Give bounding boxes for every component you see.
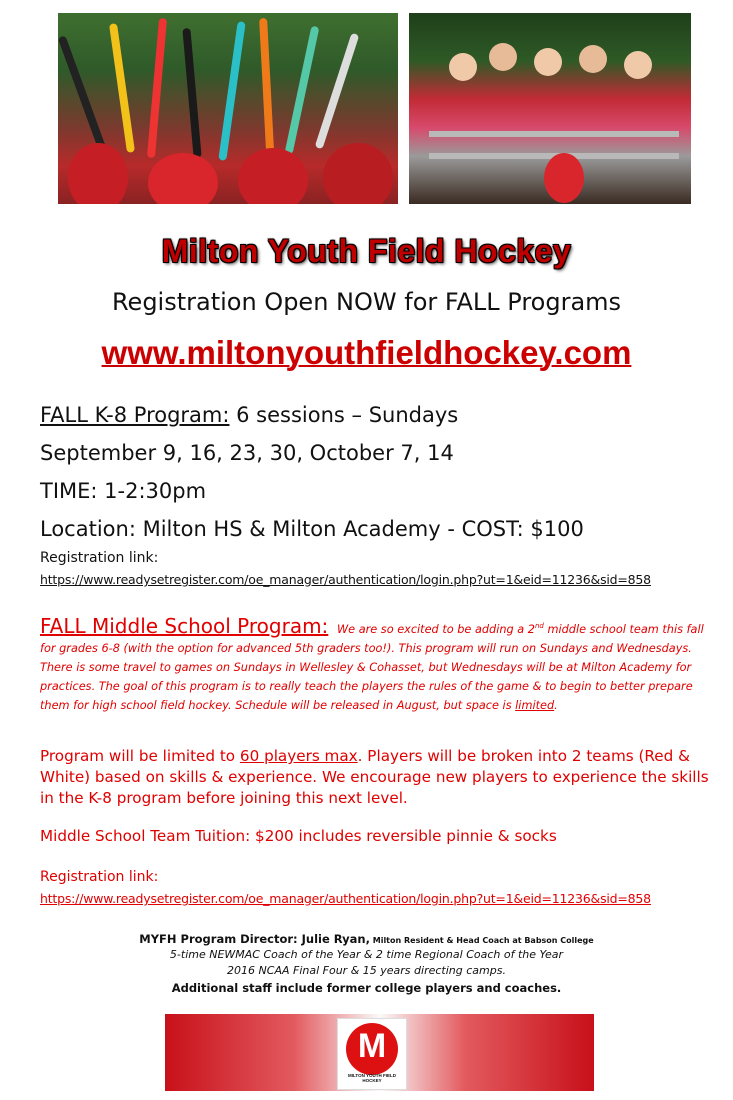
director-award-1: 5-time NEWMAC Coach of the Year & 2 time Regional Coach of the Year bbox=[169, 948, 564, 961]
director-line bbox=[0, 932, 733, 946]
middle-school-limit bbox=[40, 746, 720, 809]
k8-dates: September 9, 16, 23, 30, October 7, 14 bbox=[40, 441, 454, 465]
ms-limit-a: Program will be limited to bbox=[40, 747, 240, 765]
team-photo-sticks bbox=[58, 13, 398, 204]
ms-intro-limited: limited bbox=[515, 699, 555, 712]
staff-note: Additional staff include former college players and coaches. bbox=[171, 981, 562, 995]
ms-registration-label: Registration link: bbox=[40, 869, 159, 885]
page-title: Milton Youth Field Hockey bbox=[161, 233, 572, 269]
middle-school-heading: FALL Middle School Program: bbox=[40, 614, 329, 638]
middle-school-intro bbox=[40, 614, 712, 714]
ms-registration-link[interactable]: https://www.readysetregister.com/oe_manager/authentication/login.php?ut=1&eid=11236&sid=858 bbox=[40, 891, 651, 906]
team-photo-bleachers bbox=[409, 13, 691, 204]
k8-heading: FALL K-8 Program: bbox=[40, 403, 230, 427]
ms-intro-b: middle school team this fall for grades 6-8 (with the option for advanced 5th graders too!). This program will run on Sundays and Wednesdays. There is some travel to games on Sundays in Wellesley & Cohasset, but Wednesdays will be at Milton Academy for practices. The goal of this program is to really teach the players the rules of the game & to begin to better prepare them for high school field hockey. Schedule will be released in August, but space is bbox=[40, 623, 704, 712]
k8-program-line bbox=[40, 403, 458, 427]
ms-intro-sup: nd bbox=[535, 622, 544, 631]
k8-registration-link[interactable]: https://www.readysetregister.com/oe_manager/authentication/login.php?ut=1&eid=11236&sid=858 bbox=[40, 572, 651, 587]
logo-letter: M bbox=[357, 1027, 387, 1065]
logo-caption: MILTON YOUTH FIELD HOCKEY bbox=[348, 1073, 396, 1083]
k8-location: Location: Milton HS & Milton Academy - COST: $100 bbox=[40, 517, 584, 541]
director-role: Milton Resident & Head Coach at Babson College bbox=[369, 936, 594, 945]
ms-limit-underlined: 60 players max bbox=[239, 747, 358, 765]
ms-limit-b: . Players will be broken into 2 teams (Red & White) based on skills & experience. We encourage new players to experience the skills in the K-8 program before joining this next level. bbox=[40, 747, 709, 807]
k8-registration-label: Registration link: bbox=[40, 550, 159, 566]
director-label: MYFH Program Director: Julie Ryan, bbox=[139, 932, 370, 946]
myfh-logo bbox=[337, 1018, 407, 1090]
k8-time: TIME: 1-2:30pm bbox=[40, 479, 207, 503]
k8-sessions: 6 sessions – Sundays bbox=[236, 403, 459, 427]
director-award-2: 2016 NCAA Final Four & 15 years directing camps. bbox=[227, 964, 506, 977]
ms-intro-end: . bbox=[554, 699, 558, 712]
registration-subtitle: Registration Open NOW for FALL Programs bbox=[111, 288, 622, 316]
middle-school-tuition: Middle School Team Tuition: $200 includes reversible pinnie & socks bbox=[40, 827, 557, 845]
website-link[interactable]: www.miltonyouthfieldhockey.com bbox=[101, 334, 632, 371]
ms-intro-a: We are so excited to be adding a 2 bbox=[336, 623, 535, 636]
